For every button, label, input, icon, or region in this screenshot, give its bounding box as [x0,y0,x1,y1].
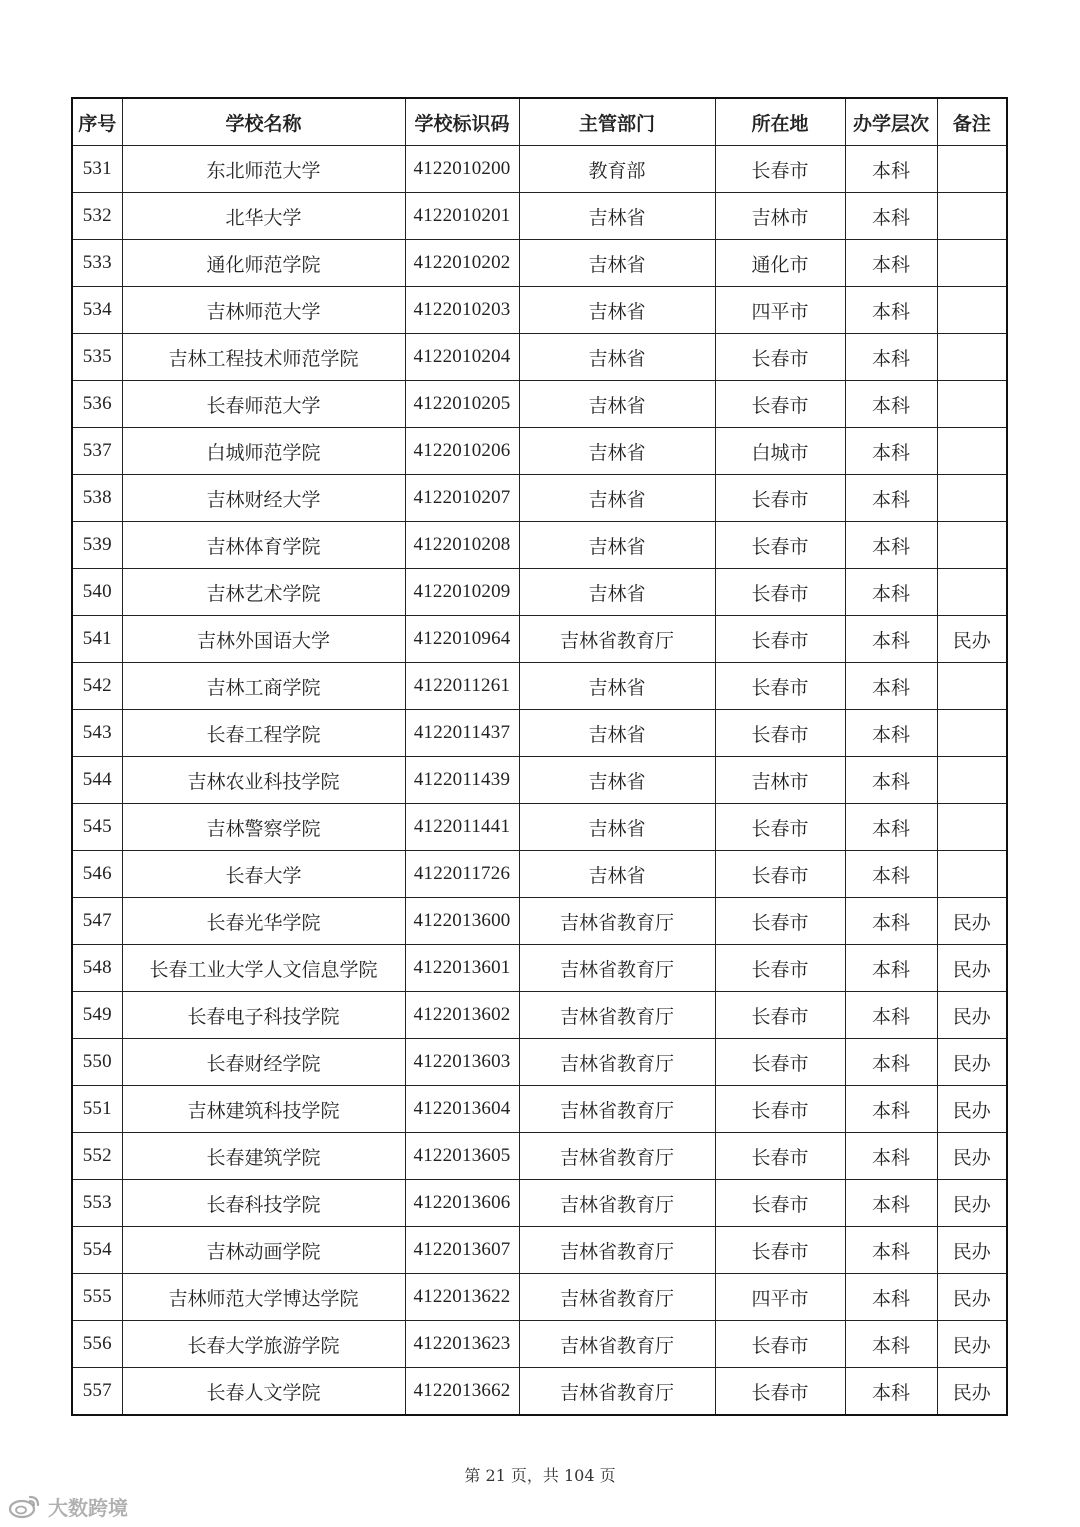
cell-remarks [937,475,1007,522]
cell-remarks [937,804,1007,851]
cell-location: 长春市 [715,1039,845,1086]
cell-serial-number: 531 [72,146,122,193]
cell-serial-number: 535 [72,334,122,381]
cell-supervising-dept: 吉林省教育厅 [519,992,715,1039]
cell-education-level: 本科 [845,804,937,851]
table-row [72,851,1007,898]
cell-school-code: 4122010209 [405,569,519,616]
cell-serial-number: 556 [72,1321,122,1368]
cell-education-level: 本科 [845,851,937,898]
cell-supervising-dept: 吉林省 [519,804,715,851]
table-row [72,381,1007,428]
cell-supervising-dept: 吉林省 [519,193,715,240]
cell-school-name: 长春师范大学 [122,381,405,428]
cell-location: 长春市 [715,381,845,428]
watermark-text: 大数跨境 [48,1495,128,1520]
cell-school-code: 4122011437 [405,710,519,757]
cell-location: 长春市 [715,475,845,522]
cell-school-name: 长春大学 [122,851,405,898]
cell-remarks [937,193,1007,240]
cell-education-level: 本科 [845,616,937,663]
cell-school-code: 4122011441 [405,804,519,851]
cell-location: 长春市 [715,1180,845,1227]
cell-location: 长春市 [715,804,845,851]
cell-location: 长春市 [715,898,845,945]
cell-school-name: 吉林警察学院 [122,804,405,851]
table-row [72,569,1007,616]
cell-school-code: 4122013623 [405,1321,519,1368]
cell-serial-number: 550 [72,1039,122,1086]
cell-supervising-dept: 吉林省 [519,287,715,334]
cell-remarks [937,851,1007,898]
cell-serial-number: 538 [72,475,122,522]
cell-serial-number: 533 [72,240,122,287]
cell-remarks: 民办 [937,1180,1007,1227]
cell-remarks [937,522,1007,569]
cell-location: 白城市 [715,428,845,475]
table-row [72,1133,1007,1180]
cell-serial-number: 540 [72,569,122,616]
cell-location: 吉林市 [715,193,845,240]
table-row [72,616,1007,663]
cell-education-level: 本科 [845,945,937,992]
cell-remarks: 民办 [937,992,1007,1039]
cell-supervising-dept: 吉林省 [519,569,715,616]
cell-supervising-dept: 吉林省教育厅 [519,1133,715,1180]
cell-school-name: 北华大学 [122,193,405,240]
cell-school-code: 4122010208 [405,522,519,569]
cell-school-name: 长春工程学院 [122,710,405,757]
cell-remarks: 民办 [937,898,1007,945]
table-header [72,98,1007,146]
cell-school-name: 长春电子科技学院 [122,992,405,1039]
table-row [72,757,1007,804]
header-supervising-dept: 主管部门 [519,98,715,146]
cell-serial-number: 548 [72,945,122,992]
cell-location: 长春市 [715,710,845,757]
cell-location: 长春市 [715,1368,845,1416]
cell-supervising-dept: 吉林省 [519,522,715,569]
cell-education-level: 本科 [845,240,937,287]
cell-supervising-dept: 吉林省 [519,428,715,475]
cell-serial-number: 541 [72,616,122,663]
cell-location: 长春市 [715,569,845,616]
cell-location: 长春市 [715,522,845,569]
cell-school-code: 4122010202 [405,240,519,287]
cell-remarks [937,757,1007,804]
cell-school-code: 4122013603 [405,1039,519,1086]
cell-serial-number: 544 [72,757,122,804]
cell-location: 通化市 [715,240,845,287]
cell-serial-number: 551 [72,1086,122,1133]
cell-school-name: 通化师范学院 [122,240,405,287]
cell-supervising-dept: 吉林省 [519,757,715,804]
cell-remarks [937,569,1007,616]
cell-supervising-dept: 吉林省 [519,334,715,381]
cell-supervising-dept: 吉林省教育厅 [519,1180,715,1227]
cell-location: 长春市 [715,616,845,663]
header-education-level: 办学层次 [845,98,937,146]
table-row [72,1180,1007,1227]
table-row [72,240,1007,287]
cell-remarks [937,334,1007,381]
cell-school-code: 4122010201 [405,193,519,240]
cell-supervising-dept: 吉林省 [519,663,715,710]
cell-school-code: 4122011726 [405,851,519,898]
table-row [72,146,1007,193]
cell-school-name: 吉林体育学院 [122,522,405,569]
cell-education-level: 本科 [845,1133,937,1180]
table-row [72,710,1007,757]
cell-remarks [937,710,1007,757]
watermark [8,1491,128,1521]
cell-serial-number: 549 [72,992,122,1039]
cell-remarks [937,381,1007,428]
header-school-code: 学校标识码 [405,98,519,146]
cell-education-level: 本科 [845,992,937,1039]
cell-serial-number: 534 [72,287,122,334]
header-remarks: 备注 [937,98,1007,146]
cell-education-level: 本科 [845,1274,937,1321]
cell-serial-number: 532 [72,193,122,240]
cell-school-name: 吉林艺术学院 [122,569,405,616]
cell-education-level: 本科 [845,569,937,616]
header-school-name: 学校名称 [122,98,405,146]
cell-school-name: 长春财经学院 [122,1039,405,1086]
cell-school-name: 吉林建筑科技学院 [122,1086,405,1133]
cell-education-level: 本科 [845,193,937,240]
table-row [72,804,1007,851]
cell-serial-number: 552 [72,1133,122,1180]
table-row [72,193,1007,240]
cell-school-code: 4122010206 [405,428,519,475]
cell-supervising-dept: 吉林省 [519,851,715,898]
cell-remarks [937,146,1007,193]
weibo-logo-icon [8,1493,42,1519]
cell-education-level: 本科 [845,1227,937,1274]
table-row [72,522,1007,569]
table-row [72,945,1007,992]
cell-remarks: 民办 [937,1086,1007,1133]
table-row [72,475,1007,522]
cell-school-name: 吉林外国语大学 [122,616,405,663]
cell-school-code: 4122013606 [405,1180,519,1227]
table-row [72,1086,1007,1133]
cell-remarks: 民办 [937,1368,1007,1416]
cell-location: 长春市 [715,992,845,1039]
table-row [72,898,1007,945]
cell-location: 长春市 [715,1086,845,1133]
cell-education-level: 本科 [845,1039,937,1086]
cell-education-level: 本科 [845,522,937,569]
cell-school-code: 4122013662 [405,1368,519,1416]
cell-school-name: 长春科技学院 [122,1180,405,1227]
cell-supervising-dept: 教育部 [519,146,715,193]
cell-school-name: 吉林财经大学 [122,475,405,522]
cell-education-level: 本科 [845,1321,937,1368]
cell-remarks: 民办 [937,1274,1007,1321]
cell-remarks: 民办 [937,1227,1007,1274]
cell-supervising-dept: 吉林省教育厅 [519,1227,715,1274]
cell-remarks [937,428,1007,475]
cell-school-name: 吉林工商学院 [122,663,405,710]
cell-education-level: 本科 [845,757,937,804]
cell-remarks [937,240,1007,287]
header-row [72,98,1007,146]
cell-school-name: 吉林工程技术师范学院 [122,334,405,381]
cell-serial-number: 547 [72,898,122,945]
table-row [72,1227,1007,1274]
cell-remarks: 民办 [937,1039,1007,1086]
cell-education-level: 本科 [845,287,937,334]
cell-school-name: 长春人文学院 [122,1368,405,1416]
cell-school-name: 吉林师范大学博达学院 [122,1274,405,1321]
cell-location: 长春市 [715,1133,845,1180]
cell-location: 长春市 [715,945,845,992]
header-serial-number: 序号 [72,98,122,146]
cell-supervising-dept: 吉林省教育厅 [519,1039,715,1086]
cell-school-code: 4122013601 [405,945,519,992]
cell-school-code: 4122010203 [405,287,519,334]
table-row [72,1274,1007,1321]
cell-location: 四平市 [715,1274,845,1321]
cell-school-code: 4122013605 [405,1133,519,1180]
cell-serial-number: 557 [72,1368,122,1416]
cell-remarks: 民办 [937,1133,1007,1180]
cell-serial-number: 553 [72,1180,122,1227]
cell-location: 四平市 [715,287,845,334]
cell-serial-number: 537 [72,428,122,475]
cell-remarks: 民办 [937,616,1007,663]
cell-location: 吉林市 [715,757,845,804]
table-row [72,287,1007,334]
cell-supervising-dept: 吉林省 [519,710,715,757]
cell-school-name: 吉林动画学院 [122,1227,405,1274]
cell-school-code: 4122010964 [405,616,519,663]
cell-supervising-dept: 吉林省教育厅 [519,616,715,663]
cell-location: 长春市 [715,334,845,381]
cell-school-code: 4122010207 [405,475,519,522]
cell-education-level: 本科 [845,1086,937,1133]
cell-supervising-dept: 吉林省教育厅 [519,1086,715,1133]
cell-supervising-dept: 吉林省 [519,475,715,522]
cell-school-code: 4122013600 [405,898,519,945]
cell-school-code: 4122013604 [405,1086,519,1133]
table-row [72,1039,1007,1086]
cell-supervising-dept: 吉林省 [519,240,715,287]
table-row [72,1321,1007,1368]
cell-school-code: 4122010200 [405,146,519,193]
cell-school-name: 长春工业大学人文信息学院 [122,945,405,992]
cell-location: 长春市 [715,1321,845,1368]
table-row [72,992,1007,1039]
table-row [72,1368,1007,1416]
school-list-table [71,97,1008,1416]
cell-serial-number: 554 [72,1227,122,1274]
cell-education-level: 本科 [845,428,937,475]
cell-serial-number: 539 [72,522,122,569]
cell-supervising-dept: 吉林省教育厅 [519,1274,715,1321]
header-location: 所在地 [715,98,845,146]
cell-education-level: 本科 [845,898,937,945]
cell-remarks: 民办 [937,945,1007,992]
cell-education-level: 本科 [845,475,937,522]
cell-serial-number: 546 [72,851,122,898]
cell-education-level: 本科 [845,334,937,381]
cell-supervising-dept: 吉林省教育厅 [519,1368,715,1416]
cell-education-level: 本科 [845,663,937,710]
cell-school-code: 4122013622 [405,1274,519,1321]
cell-school-code: 4122010204 [405,334,519,381]
table-row [72,428,1007,475]
cell-education-level: 本科 [845,1180,937,1227]
page-number-footer: 第 21 页，共 104 页 [464,1466,616,1485]
cell-serial-number: 536 [72,381,122,428]
table-body [72,146,1007,1416]
cell-location: 长春市 [715,851,845,898]
cell-remarks [937,663,1007,710]
table-row [72,334,1007,381]
cell-supervising-dept: 吉林省教育厅 [519,1321,715,1368]
cell-school-code: 4122011439 [405,757,519,804]
cell-location: 长春市 [715,663,845,710]
cell-education-level: 本科 [845,710,937,757]
cell-school-name: 长春大学旅游学院 [122,1321,405,1368]
cell-serial-number: 543 [72,710,122,757]
cell-school-name: 吉林师范大学 [122,287,405,334]
cell-serial-number: 555 [72,1274,122,1321]
cell-school-code: 4122013602 [405,992,519,1039]
cell-school-name: 东北师范大学 [122,146,405,193]
cell-supervising-dept: 吉林省 [519,381,715,428]
cell-education-level: 本科 [845,146,937,193]
cell-location: 长春市 [715,1227,845,1274]
table-row [72,663,1007,710]
cell-school-code: 4122013607 [405,1227,519,1274]
cell-school-code: 4122011261 [405,663,519,710]
cell-remarks: 民办 [937,1321,1007,1368]
cell-serial-number: 542 [72,663,122,710]
cell-supervising-dept: 吉林省教育厅 [519,945,715,992]
cell-serial-number: 545 [72,804,122,851]
cell-remarks [937,287,1007,334]
cell-school-name: 长春建筑学院 [122,1133,405,1180]
cell-supervising-dept: 吉林省教育厅 [519,898,715,945]
cell-school-code: 4122010205 [405,381,519,428]
cell-school-name: 吉林农业科技学院 [122,757,405,804]
cell-location: 长春市 [715,146,845,193]
cell-school-name: 长春光华学院 [122,898,405,945]
cell-education-level: 本科 [845,1368,937,1416]
cell-education-level: 本科 [845,381,937,428]
cell-school-name: 白城师范学院 [122,428,405,475]
